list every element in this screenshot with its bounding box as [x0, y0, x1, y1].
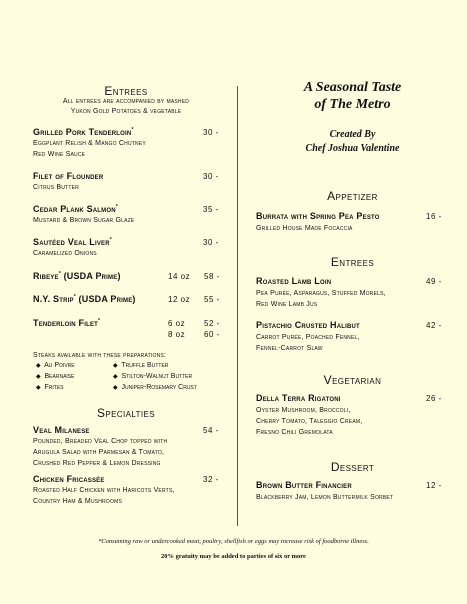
menu-item-desc: Caramelized Onions: [33, 250, 97, 257]
menu-item-price: 30 -: [203, 172, 219, 181]
bullet-icon: ◆: [113, 374, 118, 380]
menu-item-price: 32 -: [203, 475, 219, 484]
steak-size: 6 oz: [168, 319, 186, 328]
food-safety-warning: *Consuming raw or undercooked meat, poultry, shellfish or eggs may increase risk of foodborne illness.: [98, 538, 369, 545]
menu-item-price: 35 -: [203, 205, 219, 214]
vegetarian-heading: Vegetarian: [323, 373, 382, 387]
menu-title-line2: of The Metro: [314, 97, 391, 112]
menu-item-price: 42 -: [426, 321, 442, 330]
menu-item-price: 16 -: [426, 212, 442, 221]
entrees-heading: Entrees: [104, 84, 148, 98]
menu-item-desc: Red Wine Lamb Jus: [256, 301, 318, 308]
steak-name: Tenderloin Filet*: [33, 318, 101, 328]
preparation-item: ◆ Frites: [36, 384, 64, 391]
menu-item-name: Brown Butter Financier: [256, 480, 352, 490]
column-divider: [237, 86, 238, 526]
steak-name: Ribeye* (USDA Prime): [33, 271, 121, 281]
menu-item-desc: Carrot Purée, Poached Fennel,: [256, 334, 360, 341]
steak-size: 12 oz: [168, 295, 191, 304]
steak-price: 55 -: [204, 295, 220, 304]
menu-item-desc: Fresno Chili Gremolata: [256, 429, 333, 436]
menu-item-desc: Pounded, Breaded Veal Chop topped with: [33, 438, 168, 445]
chef-name: Chef Joshua Valentine: [305, 143, 400, 154]
bullet-icon: ◆: [36, 385, 41, 391]
menu-item-desc: Pea Purée, Asparagus, Stuffed Morels,: [256, 290, 386, 297]
menu-item-desc: Citrus Butter: [33, 184, 79, 191]
menu-item-name: Grilled Pork Tenderloin*: [33, 127, 134, 137]
menu-item-price: 30 -: [203, 128, 219, 137]
menu-item-price: 54 -: [203, 426, 219, 435]
menu-item-name: Chicken Fricassée: [33, 474, 105, 484]
steak-name: N.Y. Strip* (USDA Prime): [33, 294, 136, 304]
preparation-item: ◆ Bearnaise: [36, 373, 75, 380]
menu-item-desc: Oyster Mushroom, Broccoli,: [256, 407, 351, 414]
menu-title-line1: A Seasonal Taste: [303, 80, 402, 95]
steak-price: 52 -: [204, 319, 220, 328]
menu-item-desc: Eggplant Relish & Mango Chutney: [33, 140, 146, 147]
appetizer-heading: Appetizer: [327, 189, 378, 203]
specialties-heading: Specialties: [96, 406, 156, 420]
menu-item-desc: Arugula Salad with Parmesan & Tomato,: [33, 449, 165, 456]
menu-item-desc: Fennel-Carrot Slaw: [256, 345, 323, 352]
preparation-item: ◆ Stilton-Walnut Butter: [113, 373, 193, 380]
menu-item-desc: Mustard & Brown Sugar Glaze: [33, 217, 135, 224]
entrees-heading-right: Entrees: [330, 255, 375, 269]
preparation-item: ◆ Truffle Butter: [113, 362, 169, 369]
menu-item-name: Sautéed Veal Liver*: [33, 237, 112, 247]
menu-item-desc: Grilled House Made Focaccia: [256, 225, 353, 232]
dessert-heading: Dessert: [330, 460, 375, 474]
menu-item-name: Della Terra Rigatoni: [256, 393, 341, 403]
menu-item-price: 12 -: [426, 481, 442, 490]
bullet-icon: ◆: [113, 385, 118, 391]
menu-item-name: Filet of Flounder: [33, 171, 104, 181]
steak-prep-title: Steaks available with these preparations:: [33, 352, 167, 359]
bullet-icon: ◆: [113, 363, 118, 369]
steak-price: 60 -: [204, 330, 220, 339]
menu-item-desc: Crushed Red Pepper & Lemon Dressing: [33, 460, 161, 467]
steak-price: 58 -: [204, 272, 220, 281]
gratuity-note: 20% gratuity may be added to parties of six or more: [161, 553, 306, 560]
menu-item-price: 49 -: [426, 277, 442, 286]
menu-item-price: 30 -: [203, 238, 219, 247]
steak-size: 8 oz: [168, 330, 186, 339]
preparation-item: ◆ Juniper-Rosemary Crust: [113, 384, 197, 391]
bullet-icon: ◆: [36, 363, 41, 369]
menu-item-desc: Cherry Tomato, Taleggio Cream,: [256, 418, 363, 425]
preparation-item: ◆ Au Poivre: [36, 362, 75, 369]
menu-item-desc: Red Wine Sauce: [33, 151, 86, 158]
menu-item-price: 26 -: [426, 394, 442, 403]
menu-item-name: Veal Milanese: [33, 425, 90, 435]
steak-size: 14 oz: [168, 272, 191, 281]
menu-item-desc: Country Ham & Mushrooms: [33, 498, 123, 505]
menu-item-name: Burrata with Spring Pea Pesto: [256, 211, 380, 221]
menu-item-name: Cedar Plank Salmon*: [33, 204, 118, 214]
entrees-note-line2: Yukon Gold Potatoes & vegetable: [70, 108, 182, 115]
entrees-note-line1: All entrees are accompanied by mashed: [62, 98, 190, 105]
menu-item-desc: Blackberry Jam, Lemon Buttermilk Sorbet: [256, 494, 394, 501]
menu-item-name: Roasted Lamb Loin: [256, 276, 332, 286]
menu-item-name: Pistachio Crusted Halibut: [256, 320, 360, 330]
created-by: Created By: [329, 129, 376, 140]
bullet-icon: ◆: [36, 374, 41, 380]
menu-item-desc: Roasted Half Chicken with Haricots Verts,: [33, 487, 175, 494]
